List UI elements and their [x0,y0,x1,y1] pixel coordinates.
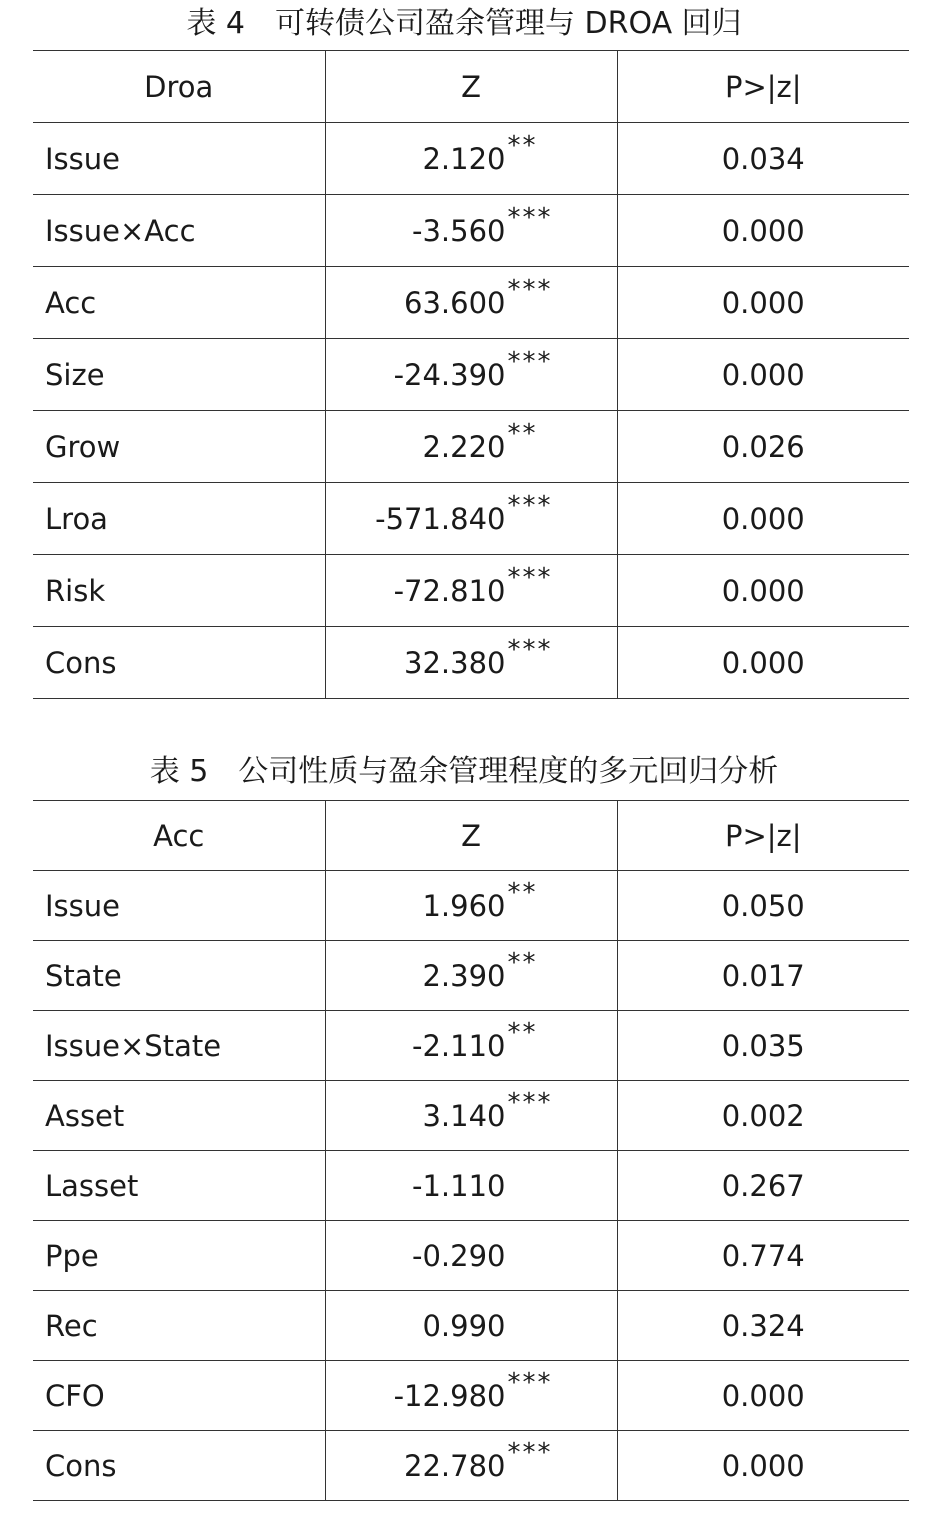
table-header-row [33,51,909,123]
table-row [33,411,909,483]
p-value-cell: 0.000 [617,483,909,555]
p-value-cell: 0.017 [617,941,909,1011]
z-statistic-cell [325,195,617,267]
variable-name-cell: Asset [33,1081,325,1151]
column-header-variable: Acc [33,801,325,871]
table-row [33,1221,909,1291]
significance-stars: ** [507,1017,538,1048]
p-value-cell: 0.000 [617,267,909,339]
z-value: 0.990 [422,1308,506,1343]
p-value-cell: 0.002 [617,1081,909,1151]
significance-stars: ** [507,877,538,908]
table-row [33,339,909,411]
variable-name-cell: Rec [33,1291,325,1361]
significance-stars: ** [507,418,538,449]
significance-stars: *** [507,562,553,593]
column-header-p-value: P>|z| [617,801,909,871]
z-value: 1.960 [422,888,506,923]
p-value-cell: 0.026 [617,411,909,483]
p-value-cell: 0.324 [617,1291,909,1361]
z-value: 2.120 [422,141,506,176]
z-statistic-cell [325,627,617,699]
significance-stars: *** [507,346,553,377]
table-row [33,555,909,627]
z-value: -72.810 [393,573,506,608]
z-statistic-cell [325,555,617,627]
significance-stars: ** [507,947,538,978]
z-value: 2.220 [422,429,506,464]
z-statistic-cell [325,123,617,195]
regression-table-4 [33,50,909,699]
variable-name-cell: Issue×State [33,1011,325,1081]
column-header-z: Z [325,801,617,871]
variable-name-cell: Size [33,339,325,411]
variable-name-cell: Issue×Acc [33,195,325,267]
table-5-caption: 表 5 公司性质与盈余管理程度的多元回归分析 [149,754,779,789]
variable-name-cell: Issue [33,123,325,195]
z-statistic-cell [325,1151,617,1221]
column-header-z: Z [325,51,617,123]
variable-name-cell: State [33,941,325,1011]
z-statistic-cell [325,339,617,411]
p-value-cell: 0.035 [617,1011,909,1081]
table-row [33,941,909,1011]
p-value-cell: 0.774 [617,1221,909,1291]
regression-table-5 [33,800,909,1501]
z-value: -3.560 [412,213,506,248]
significance-stars: *** [507,634,553,665]
table-row [33,1081,909,1151]
table-row [33,1291,909,1361]
z-statistic-cell [325,1431,617,1501]
significance-stars: *** [507,1437,553,1468]
p-value-cell: 0.000 [617,627,909,699]
table-row [33,483,909,555]
variable-name-cell: Grow [33,411,325,483]
z-value: -571.840 [375,501,506,536]
table-row [33,267,909,339]
column-header-p-value: P>|z| [617,51,909,123]
z-value: 3.140 [422,1098,506,1133]
p-value-cell: 0.000 [617,1431,909,1501]
table-row [33,195,909,267]
z-statistic-cell [325,1361,617,1431]
column-header-variable: Droa [33,51,325,123]
variable-name-cell: CFO [33,1361,325,1431]
z-statistic-cell [325,1291,617,1361]
z-statistic-cell [325,483,617,555]
p-value-cell: 0.000 [617,195,909,267]
z-value: -0.290 [412,1238,506,1273]
variable-name-cell: Cons [33,1431,325,1501]
significance-stars: *** [507,1367,553,1398]
p-value-cell: 0.000 [617,555,909,627]
p-value-cell: 0.000 [617,1361,909,1431]
table-row [33,1011,909,1081]
table-row [33,123,909,195]
z-statistic-cell [325,1221,617,1291]
p-value-cell: 0.050 [617,871,909,941]
table-row [33,627,909,699]
z-value: 32.380 [404,645,506,680]
z-value: -12.980 [393,1378,506,1413]
z-value: -1.110 [412,1168,506,1203]
variable-name-cell: Risk [33,555,325,627]
z-statistic-cell [325,941,617,1011]
significance-stars: *** [507,1087,553,1118]
z-statistic-cell [325,411,617,483]
variable-name-cell: Ppe [33,1221,325,1291]
z-statistic-cell [325,267,617,339]
z-statistic-cell [325,1081,617,1151]
significance-stars: *** [507,202,553,233]
z-statistic-cell [325,871,617,941]
p-value-cell: 0.267 [617,1151,909,1221]
z-value: 22.780 [404,1448,506,1483]
variable-name-cell: Issue [33,871,325,941]
variable-name-cell: Cons [33,627,325,699]
variable-name-cell: Lroa [33,483,325,555]
z-value: 63.600 [404,285,506,320]
z-value: 2.390 [422,958,506,993]
z-value: -2.110 [412,1028,506,1063]
z-statistic-cell [325,1011,617,1081]
z-value: -24.390 [393,357,506,392]
significance-stars: *** [507,490,553,521]
table-row [33,1151,909,1221]
table-row [33,1431,909,1501]
significance-stars: ** [507,130,538,161]
p-value-cell: 0.000 [617,339,909,411]
variable-name-cell: Acc [33,267,325,339]
table-header-row [33,801,909,871]
table-4-caption: 表 4 可转债公司盈余管理与 DROA 回归 [186,6,742,41]
significance-stars: *** [507,274,553,305]
table-row [33,1361,909,1431]
p-value-cell: 0.034 [617,123,909,195]
table-row [33,871,909,941]
variable-name-cell: Lasset [33,1151,325,1221]
